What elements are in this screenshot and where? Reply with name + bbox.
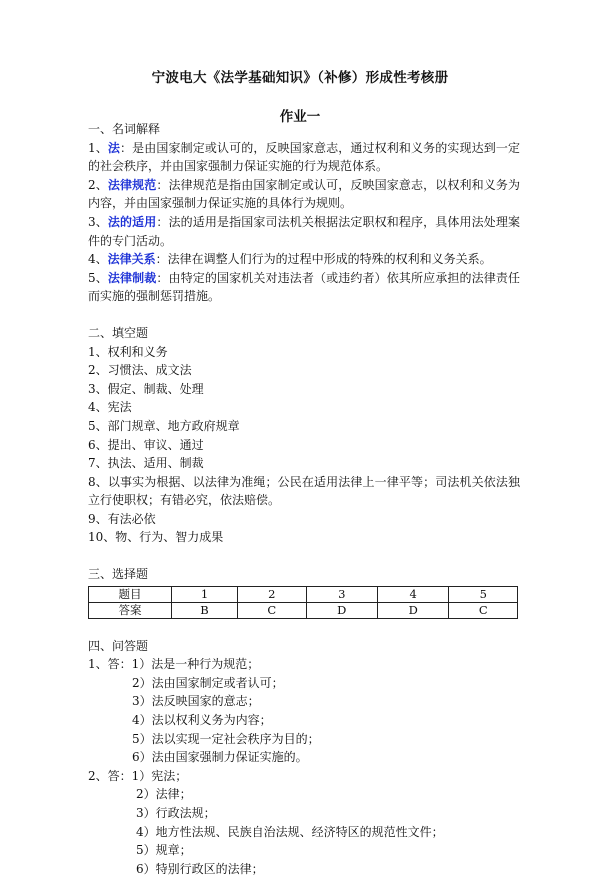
term-label: 法律关系 <box>107 252 156 267</box>
answer-point: 3）法反映国家的意志； <box>132 694 260 709</box>
fill-in-answer: 6、提出、审议、通过 <box>88 437 204 452</box>
term-label: 法的适用 <box>107 214 157 229</box>
answer-point: 5）规章； <box>136 843 192 858</box>
answer-first-line <box>88 767 520 786</box>
definition-item <box>88 250 520 269</box>
definition-text: ：由特定的国家机关对违法者（或违约者）依其所应承担的法律责任而实施的强制惩罚措施。 <box>88 270 520 304</box>
question-number-cell: 5 <box>449 586 518 602</box>
answer-point: 4）地方性法规、民族自治法规、经济特区的规范性文件； <box>136 824 444 839</box>
item-number: 3、 <box>88 214 108 229</box>
answer-prefix: 2、答： <box>88 768 132 783</box>
answer-point: 6）法由国家强制力保证实施的。 <box>132 750 308 765</box>
item-number: 1、 <box>88 140 108 155</box>
fill-in-answer: 1、权利和义务 <box>88 344 168 359</box>
answer-point: 2）法律； <box>136 787 192 802</box>
question-number-cell: 1 <box>172 586 238 602</box>
fill-in-answer: 9、有法必依 <box>88 511 156 526</box>
answer-point: 1）法是一种行为规范； <box>131 657 260 672</box>
term-label: 法律规范 <box>107 177 157 192</box>
answer-point: 6）特别行政区的法律； <box>136 861 264 876</box>
answer-prefix: 1、答： <box>88 657 132 672</box>
question-number-cell: 3 <box>306 586 377 602</box>
document-title: 宁波电大《法学基础知识》（补修）形成性考核册 <box>151 70 449 86</box>
answer-cell: B <box>172 602 238 618</box>
fill-in-answer: 8、以事实为根据、以法律为准绳；公民在适用法律上一律平等；司法机关依法独立行使职权；有错必究，依法赔偿。 <box>88 474 520 508</box>
term-label: 法 <box>107 140 121 155</box>
table-row <box>89 602 518 618</box>
fill-in-answer: 5、部门规章、地方政府规章 <box>88 418 240 433</box>
answer-cell: D <box>377 602 448 618</box>
definition-text: ：法律在调整人们行为的过程中形成的特殊的权利和义务关系。 <box>155 252 492 267</box>
item-number: 4、 <box>88 252 108 267</box>
answer-point: 2）法由国家制定或者认可； <box>132 675 284 690</box>
fill-in-answer: 10、物、行为、智力成果 <box>88 530 224 545</box>
document-body <box>88 120 520 878</box>
row-label-answer: 答案 <box>89 602 172 618</box>
definition-text: ：法的适用是指国家司法机关根据法定职权和程序，具体用法处理案件的专门活动。 <box>88 214 520 248</box>
item-number: 2、 <box>88 177 108 192</box>
definition-item <box>88 176 520 213</box>
fill-in-answer: 2、习惯法、成文法 <box>88 363 192 378</box>
answer-first-line <box>88 655 520 674</box>
section-heading-definitions: 一、名词解释 <box>88 122 161 136</box>
answer-point: 1）宪法； <box>131 768 188 783</box>
question-number-cell: 4 <box>377 586 448 602</box>
answer-point: 3）行政法规； <box>136 806 216 820</box>
answer-point: 4）法以权利义务为内容； <box>132 713 272 728</box>
section-heading-multiple-choice: 三、选择题 <box>88 567 149 582</box>
section-heading-short-answer: 四、问答题 <box>88 638 149 653</box>
term-label: 法律制裁 <box>107 270 157 285</box>
answer-point: 5）法以实现一定社会秩序为目的； <box>132 731 320 746</box>
row-label-question: 题目 <box>89 586 172 602</box>
fill-in-answer: 7、执法、适用、制裁 <box>88 456 204 471</box>
table-row <box>89 586 518 602</box>
answer-table <box>88 586 518 619</box>
item-number: 5、 <box>88 270 108 285</box>
answer-cell: C <box>449 602 518 618</box>
answer-cell: C <box>238 602 307 618</box>
definition-item <box>88 269 520 306</box>
definition-item <box>88 213 520 250</box>
answer-cell: D <box>306 602 377 618</box>
definition-text: ：法律规范是指由国家制定或认可，反映国家意志，以权利和义务为内容，并由国家强制力保证实施的具体行为规则。 <box>88 177 520 211</box>
question-number-cell: 2 <box>238 586 307 602</box>
section-heading-fill-in: 二、填空题 <box>88 325 149 340</box>
fill-in-answer: 4、宪法 <box>88 400 132 415</box>
assignment-heading: 作业一 <box>279 109 321 125</box>
definition-text: ：是由国家制定或认可的，反映国家意志，通过权利和义务的实现达到一定的社会秩序，并由国家强制力保证实施的行为规范体系。 <box>88 140 520 174</box>
fill-in-answer: 3、假定、制裁、处理 <box>88 381 204 396</box>
definition-item <box>88 139 520 176</box>
